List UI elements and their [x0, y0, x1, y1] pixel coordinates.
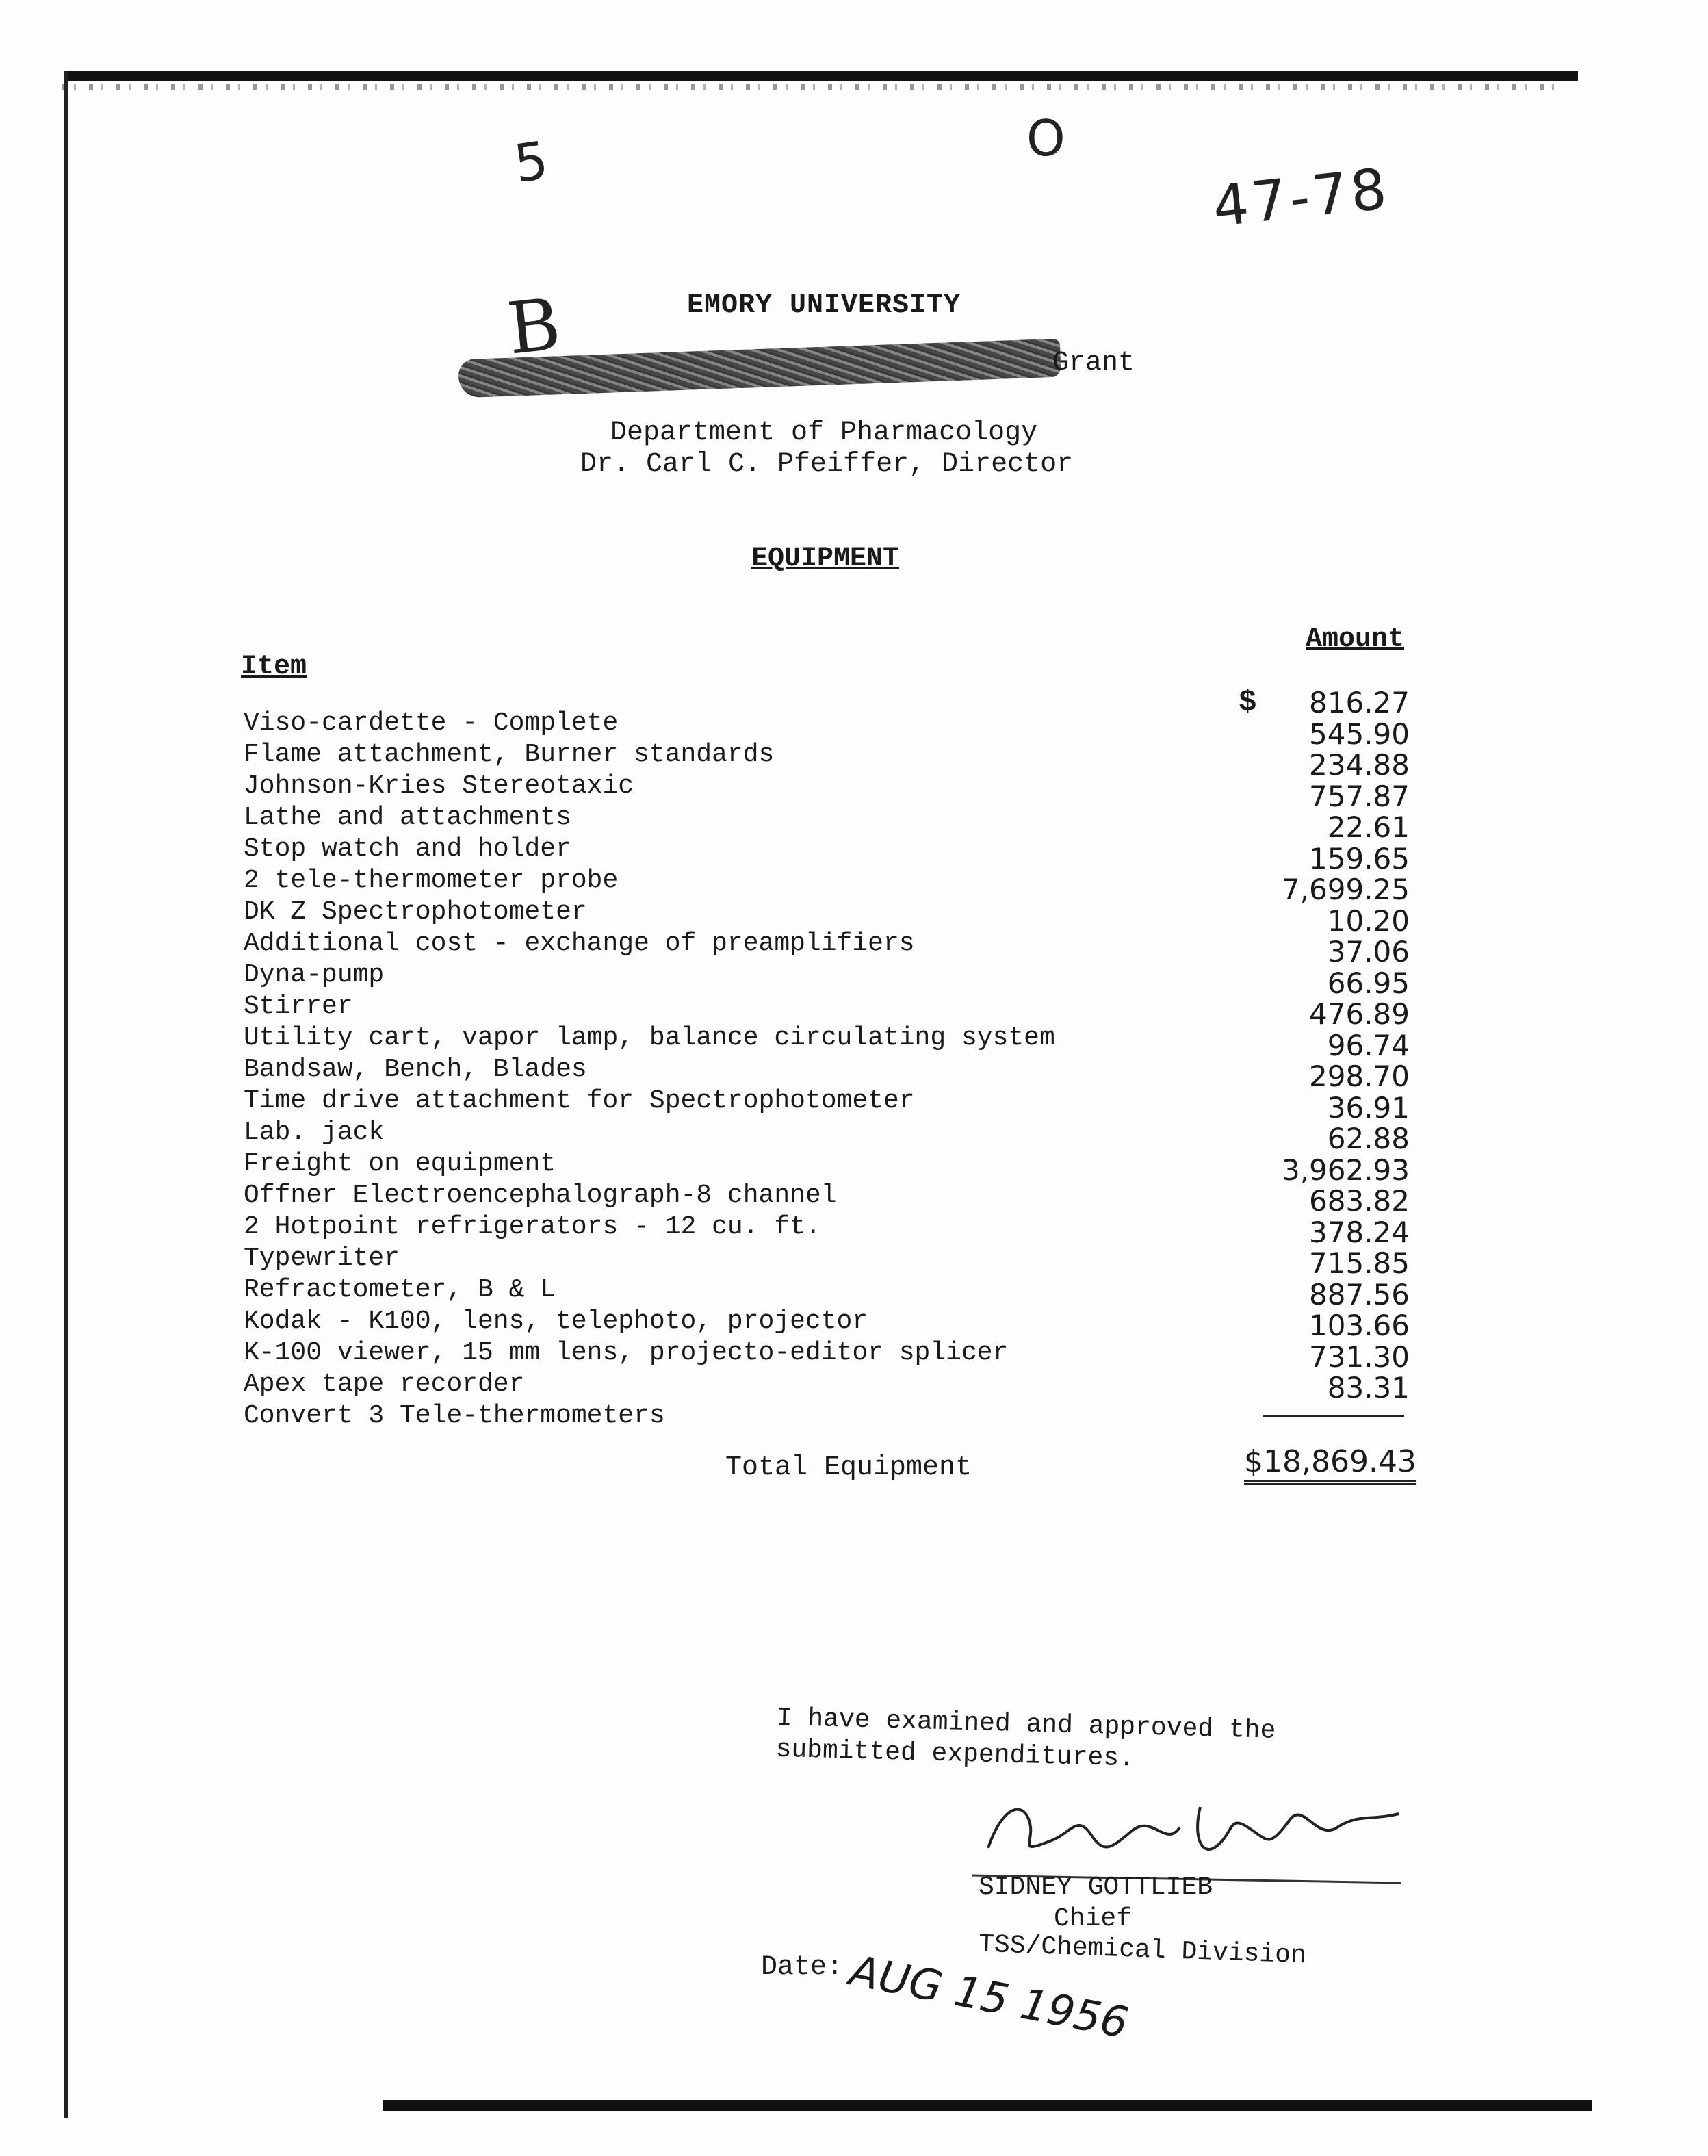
- equipment-item: DK Z Spectrophotometer: [244, 897, 587, 927]
- handwritten-mark-right: O: [1026, 110, 1065, 167]
- equipment-item: Additional cost - exchange of preamplifiers: [244, 929, 915, 958]
- equipment-item: Stop watch and holder: [244, 834, 571, 864]
- equipment-amount: 715.85: [1309, 1246, 1410, 1280]
- amount-list: [1252, 687, 1410, 1404]
- equipment-item: Dyna-pump: [244, 960, 385, 990]
- date-stamp: AUG 15 1956: [846, 1945, 1133, 2049]
- equipment-item: Lathe and attachments: [244, 803, 571, 832]
- equipment-amount: 36.91: [1327, 1090, 1410, 1125]
- scan-border-left: [64, 71, 68, 2118]
- equipment-amount: 378.24: [1309, 1215, 1410, 1249]
- equipment-item: Kodak - K100, lens, telephoto, projector: [244, 1307, 868, 1336]
- signer-title: Chief: [1054, 1904, 1133, 1934]
- handwritten-mark-left: 5: [510, 129, 552, 194]
- scan-border-top: [64, 71, 1578, 81]
- equipment-item: Time drive attachment for Spectrophotometer: [244, 1086, 915, 1116]
- equipment-amount: 66.95: [1327, 966, 1410, 1000]
- equipment-amount: 887.56: [1309, 1277, 1410, 1311]
- equipment-amount: 37.06: [1327, 935, 1410, 968]
- equipment-amount: 757.87: [1309, 779, 1410, 813]
- equipment-item: Apex tape recorder: [244, 1370, 525, 1399]
- signature: [974, 1793, 1412, 1862]
- equipment-amount: 96.74: [1327, 1028, 1410, 1062]
- equipment-item: Convert 3 Tele-thermometers: [244, 1401, 665, 1430]
- item-list: [244, 708, 1133, 1432]
- handwritten-letter: B: [503, 282, 565, 371]
- section-title: EQUIPMENT: [751, 543, 900, 574]
- equipment-amount: 816.27: [1309, 686, 1410, 719]
- equipment-amount: 234.88: [1309, 748, 1410, 782]
- date-label: Date:: [761, 1952, 844, 1983]
- equipment-item: K-100 viewer, 15 mm lens, projecto-editor splicer: [244, 1338, 1009, 1368]
- equipment-amount: 103.66: [1309, 1309, 1410, 1342]
- equipment-amount: 83.31: [1327, 1371, 1410, 1404]
- equipment-amount: 545.90: [1309, 717, 1410, 751]
- signer-division: TSS/Chemical Division: [978, 1929, 1307, 1971]
- equipment-amount: 476.89: [1309, 997, 1410, 1031]
- sum-rule: [1263, 1415, 1404, 1417]
- scan-noise-strip: [62, 84, 1567, 90]
- equipment-item: Bandsaw, Bench, Blades: [244, 1055, 587, 1084]
- equipment-item: Freight on equipment: [244, 1149, 556, 1179]
- university-name: EMORY UNIVERSITY: [687, 290, 961, 321]
- column-header-item: Item: [241, 652, 307, 682]
- equipment-amount: 159.65: [1309, 841, 1410, 875]
- equipment-amount: 683.82: [1309, 1184, 1410, 1218]
- equipment-amount: 3,962.93: [1281, 1153, 1410, 1187]
- equipment-item: 2 Hotpoint refrigerators - 12 cu. ft.: [244, 1212, 821, 1242]
- equipment-amount: 731.30: [1309, 1339, 1410, 1374]
- equipment-amount: 298.70: [1309, 1060, 1410, 1093]
- grant-label: Grant: [1052, 348, 1135, 378]
- total-value: $18,869.43: [1244, 1444, 1416, 1485]
- equipment-item: Utility cart, vapor lamp, balance circulating system: [244, 1023, 1055, 1053]
- equipment-item: Viso-cardette - Complete: [244, 708, 619, 738]
- handwritten-doc-number: 47-78: [1209, 156, 1393, 240]
- equipment-amount: 22.61: [1327, 810, 1410, 844]
- director-name: Dr. Carl C. Pfeiffer, Director: [580, 449, 1074, 480]
- equipment-item: 2 tele-thermometer probe: [244, 866, 619, 895]
- signer-name: SIDNEY GOTTLIEB: [979, 1873, 1213, 1902]
- equipment-amount: 7,699.25: [1281, 873, 1410, 906]
- total-label: Total Equipment: [725, 1452, 972, 1483]
- currency-symbol: $: [1239, 686, 1257, 720]
- equipment-item: Stirrer: [244, 992, 353, 1021]
- equipment-item: Flame attachment, Burner standards: [244, 740, 775, 769]
- approval-statement: I have examined and approved the submitted expenditures.: [775, 1703, 1276, 1774]
- equipment-item: Johnson-Kries Stereotaxic: [244, 771, 634, 801]
- equipment-amount: 62.88: [1327, 1122, 1410, 1155]
- equipment-item: Offner Electroencephalograph-8 channel: [244, 1181, 837, 1210]
- scan-border-bottom: [383, 2100, 1592, 2111]
- department-name: Department of Pharmacology: [610, 418, 1038, 448]
- equipment-item: Refractometer, B & L: [244, 1275, 556, 1305]
- equipment-item: Lab. jack: [244, 1118, 385, 1147]
- column-header-amount: Amount: [1306, 624, 1405, 655]
- equipment-amount: 10.20: [1327, 903, 1410, 938]
- equipment-item: Typewriter: [244, 1244, 400, 1273]
